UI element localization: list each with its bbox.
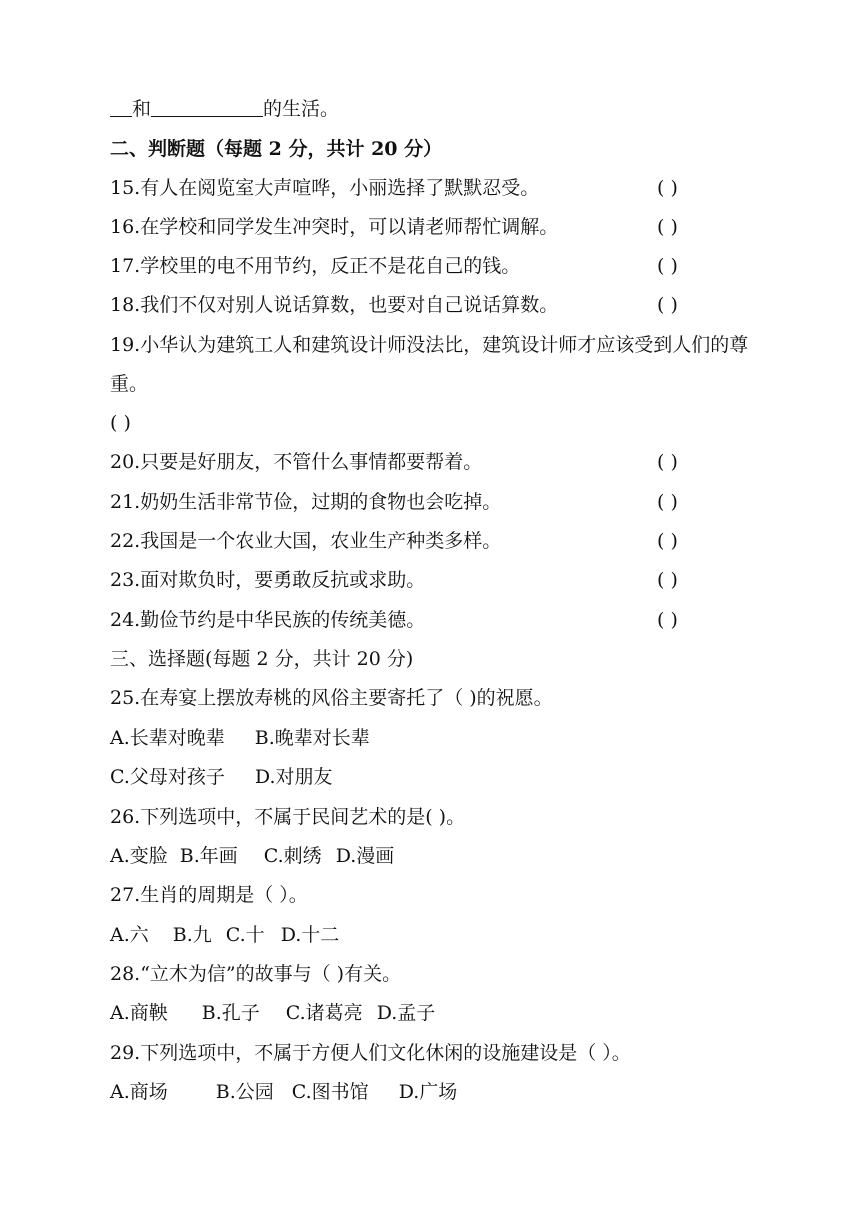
- question-24: 24.勤俭节约是中华民族的传统美德。: [110, 609, 426, 631]
- question-28-options: [110, 996, 750, 1030]
- answer-parentheses[interactable]: ( ): [657, 530, 678, 552]
- option-b[interactable]: B.公园: [215, 1081, 274, 1103]
- question-27-options: [110, 918, 750, 952]
- question-27: 27.生肖的周期是（ ）。: [110, 884, 308, 906]
- option-b[interactable]: B.年画: [179, 845, 238, 867]
- option-d[interactable]: D.对朋友: [254, 766, 333, 788]
- answer-parentheses[interactable]: ( ): [657, 294, 678, 316]
- section-heading-multiple-choice: 三、选择题(每题 2 分，共计 20 分): [110, 648, 414, 670]
- answer-parentheses[interactable]: ( ): [657, 216, 678, 238]
- section-heading-true-false: 二、判断题（每题 2 分，共计 20 分）: [110, 138, 443, 160]
- question-29: 29.下列选项中，不属于方便人们文化休闲的设施建设是（ ）。: [110, 1042, 631, 1064]
- option-b[interactable]: B.孔子: [201, 1002, 260, 1024]
- answer-parentheses[interactable]: ( ): [657, 609, 678, 631]
- option-a[interactable]: A.变脸: [110, 845, 168, 867]
- answer-parentheses[interactable]: ( ): [657, 451, 678, 473]
- option-c[interactable]: C.十: [225, 924, 265, 946]
- option-d[interactable]: D.漫画: [335, 845, 395, 867]
- question-19-line2: 重。: [110, 373, 149, 395]
- option-d[interactable]: D.广场: [398, 1081, 458, 1103]
- option-a[interactable]: A.商鞅: [110, 1002, 168, 1024]
- question-20: 20.只要是好朋友，不管什么事情都要帮着。: [110, 451, 483, 473]
- question-28: 28.“立木为信”的故事与（ )有关。: [110, 963, 402, 985]
- question-16: 16.在学校和同学发生冲突时，可以请老师帮忙调解。: [110, 216, 559, 238]
- option-a[interactable]: A.六: [110, 924, 149, 946]
- fill-in-line: [110, 92, 750, 126]
- option-a[interactable]: A.商场: [110, 1081, 168, 1103]
- question-22: 22.我国是一个农业大国，农业生产种类多样。: [110, 530, 502, 552]
- question-21: 21.奶奶生活非常节俭，过期的食物也会吃掉。: [110, 491, 502, 513]
- option-d[interactable]: D.孟子: [376, 1002, 436, 1024]
- option-b[interactable]: B.晚辈对长辈: [254, 727, 370, 749]
- question-19-line1: 19.小华认为建筑工人和建筑设计师没法比，建筑设计师才应该受到人们的尊: [110, 334, 749, 356]
- answer-parentheses[interactable]: ( ): [657, 569, 678, 591]
- answer-blank[interactable]: [151, 98, 263, 117]
- question-29-options: [110, 1075, 750, 1109]
- question-25: 25.在寿宴上摆放寿桃的风俗主要寄托了（ )的祝愿。: [110, 687, 553, 709]
- option-c[interactable]: C.诸葛亮: [285, 1002, 363, 1024]
- fill-text-and: 和: [132, 98, 152, 120]
- answer-parentheses[interactable]: ( ): [657, 491, 678, 513]
- option-c[interactable]: C.图书馆: [291, 1081, 369, 1103]
- question-17: 17.学校里的电不用节约，反正不是花自己的钱。: [110, 255, 521, 277]
- option-a[interactable]: A.长辈对晚辈: [110, 727, 225, 749]
- question-26-options: [110, 839, 750, 873]
- option-b[interactable]: B.九: [172, 924, 212, 946]
- answer-parentheses[interactable]: ( ): [657, 177, 678, 199]
- answer-parentheses[interactable]: ( ): [657, 255, 678, 277]
- question-25-options-cd: [110, 760, 750, 794]
- fill-text-end: 的生活。: [263, 98, 340, 120]
- option-d[interactable]: D.十二: [280, 924, 340, 946]
- question-18: 18.我们不仅对别人说话算数，也要对自己说话算数。: [110, 294, 559, 316]
- answer-blank[interactable]: [110, 98, 132, 117]
- question-26: 26.下列选项中，不属于民间艺术的是( )。: [110, 806, 466, 828]
- option-c[interactable]: C.刺绣: [263, 845, 322, 867]
- question-15: 15.有人在阅览室大声喧哗，小丽选择了默默忍受。: [110, 177, 540, 199]
- answer-parentheses[interactable]: ( ): [110, 412, 131, 434]
- option-c[interactable]: C.父母对孩子: [110, 766, 225, 788]
- question-25-options-ab: [110, 721, 750, 755]
- question-23: 23.面对欺负时，要勇敢反抗或求助。: [110, 569, 426, 591]
